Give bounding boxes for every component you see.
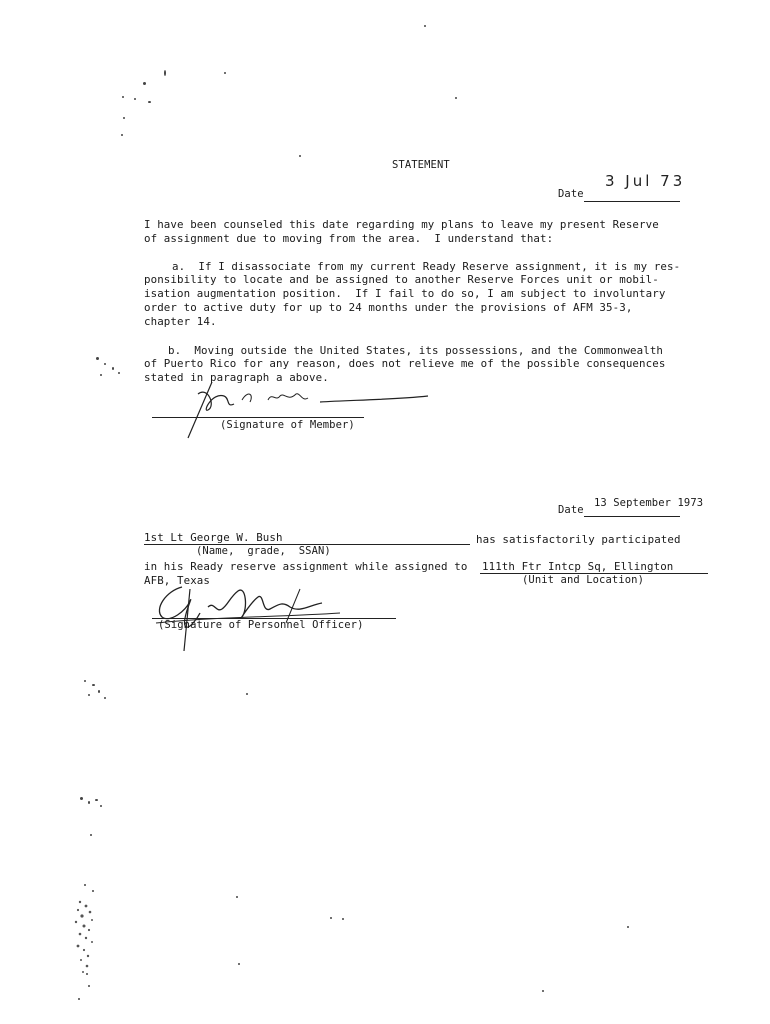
document-title: STATEMENT: [392, 159, 450, 171]
assignment-line: in his Ready reserve assignment while assigned to: [144, 560, 468, 573]
member-signature-line: [152, 417, 364, 418]
cert-date-value: 13 September 1973: [594, 497, 704, 509]
participated-text: has satisfactorily participated: [476, 533, 681, 546]
paragraph-a-line: chapter 14.: [144, 315, 217, 328]
paragraph-a-line: order to active duty for up to 24 months under the provisions of AFM 35-3,: [144, 301, 633, 314]
paragraph-a-line: ponsibility to locate and be assigned to another Reserve Forces unit or mobil-: [144, 273, 659, 286]
cert-date-underline: [584, 516, 680, 517]
unit-value: 111th Ftr Intcp Sq, Ellington: [482, 560, 674, 573]
paragraph-a-line: isation augmentation position. If I fail to do so, I am subject to involuntary: [144, 287, 666, 300]
handwritten-date: 3 Jul 73: [605, 172, 686, 190]
margin-smudge: [72, 898, 102, 978]
statement-intro-line-1: I have been counseled this date regarding my plans to leave my present Reserve: [144, 218, 659, 231]
statement-intro-line-2: of assignment due to moving from the area. I understand that:: [144, 232, 554, 245]
unit-caption: (Unit and Location): [522, 574, 645, 586]
paragraph-a-line: a. If I disassociate from my current Ready Reserve assignment, it is my res-: [172, 260, 681, 273]
paragraph-b-line: b. Moving outside the United States, its possessions, and the Commonwealth: [168, 344, 664, 357]
paragraph-b-line: stated in paragraph a above.: [144, 371, 329, 384]
name-caption: (Name, grade, SSAN): [196, 545, 331, 557]
member-signature-caption: (Signature of Member): [220, 419, 355, 431]
date-label: Date: [558, 188, 584, 200]
unit-value-continued: AFB, Texas: [144, 574, 211, 587]
member-signature: [150, 380, 440, 440]
member-name: 1st Lt George W. Bush: [144, 531, 283, 544]
officer-signature-caption: (Signature of Personnel Officer): [158, 619, 364, 631]
paragraph-b-line: of Puerto Rico for any reason, does not relieve me of the possible consequences: [144, 357, 666, 370]
cert-date-label: Date: [558, 504, 584, 516]
date-underline: [584, 201, 680, 202]
